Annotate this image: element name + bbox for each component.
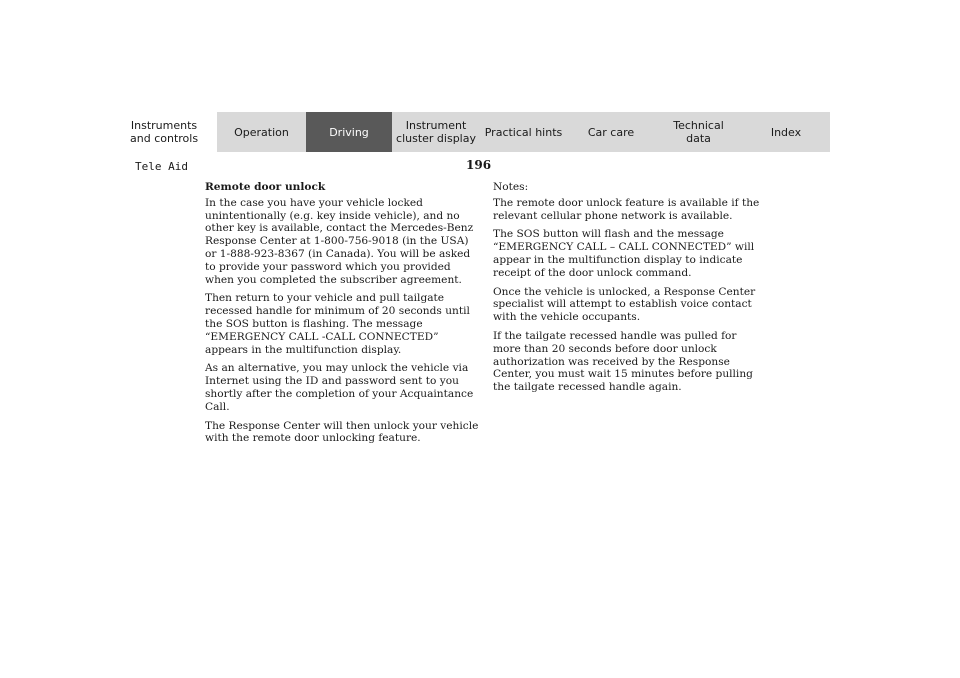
note-paragraph: Once the vehicle is unlocked, a Response Center specialist will attempt to establish voice contact with the vehicle occupants. — [493, 285, 756, 324]
body-paragraph: In the case you have your vehicle locked unintentionally (e.g. key inside vehicle), and no other key is available, contact the Mercedes-Benz Response Center at 1-800-756-9018 (in the USA) or 1-888-923-8367 (in Canada). You will be asked to provide your password which you provided when you completed the subscriber agreement. — [205, 196, 474, 286]
tab-instruments-and-controls[interactable] — [130, 112, 217, 152]
section-title: Tele Aid — [135, 160, 188, 173]
notes-label: Notes: — [493, 181, 529, 193]
body-paragraph: Then return to your vehicle and pull tailgate recessed handle for minimum of 20 seconds until the SOS button is flashing. The message “EMERGENCY CALL -CALL CONNECTED” appears in the multifunction display. — [205, 292, 470, 356]
tab-practical-hints[interactable] — [480, 112, 567, 152]
note-paragraph: The remote door unlock feature is available if the relevant cellular phone network is available. — [493, 196, 760, 222]
body-paragraph: The Response Center will then unlock your vehicle with the remote door unlocking feature. — [205, 419, 479, 445]
tab-label: Operation — [234, 125, 289, 139]
tab-label: Driving — [329, 125, 369, 139]
tab-label: Car care — [587, 125, 635, 139]
left-column — [205, 181, 480, 451]
body-paragraph: As an alternative, you may unlock the vehicle via Internet using the ID and password sent to you shortly after the completion of your Acquaintance Call. — [205, 362, 474, 413]
section-heading: Remote door unlock — [205, 181, 326, 193]
chapter-tab-bar — [130, 112, 830, 152]
tab-car-care[interactable] — [567, 112, 655, 152]
tab-index[interactable] — [742, 112, 830, 152]
tab-label: Instrument cluster display — [396, 119, 476, 145]
tab-label: Instruments and controls — [130, 119, 199, 145]
right-column — [493, 181, 761, 400]
tab-label: Index — [770, 125, 802, 139]
tab-operation[interactable] — [217, 112, 306, 152]
note-paragraph: The SOS button will flash and the message “EMERGENCY CALL – CALL CONNECTED” will appear in the multifunction display to indicate receipt of the door unlock command. — [493, 228, 755, 279]
page-number: 196 — [466, 158, 492, 172]
tab-label: Technical data — [673, 119, 724, 145]
tab-driving[interactable] — [306, 112, 392, 152]
tab-technical-data[interactable] — [655, 112, 742, 152]
note-paragraph: If the tailgate recessed handle was pulled for more than 20 seconds before door unlock authorization was received by the Response Center, you must wait 15 minutes before pulling the tailgate recessed handle again. — [493, 329, 753, 394]
tab-instrument-cluster-display[interactable] — [392, 112, 480, 152]
tab-label: Practical hints — [484, 125, 563, 139]
